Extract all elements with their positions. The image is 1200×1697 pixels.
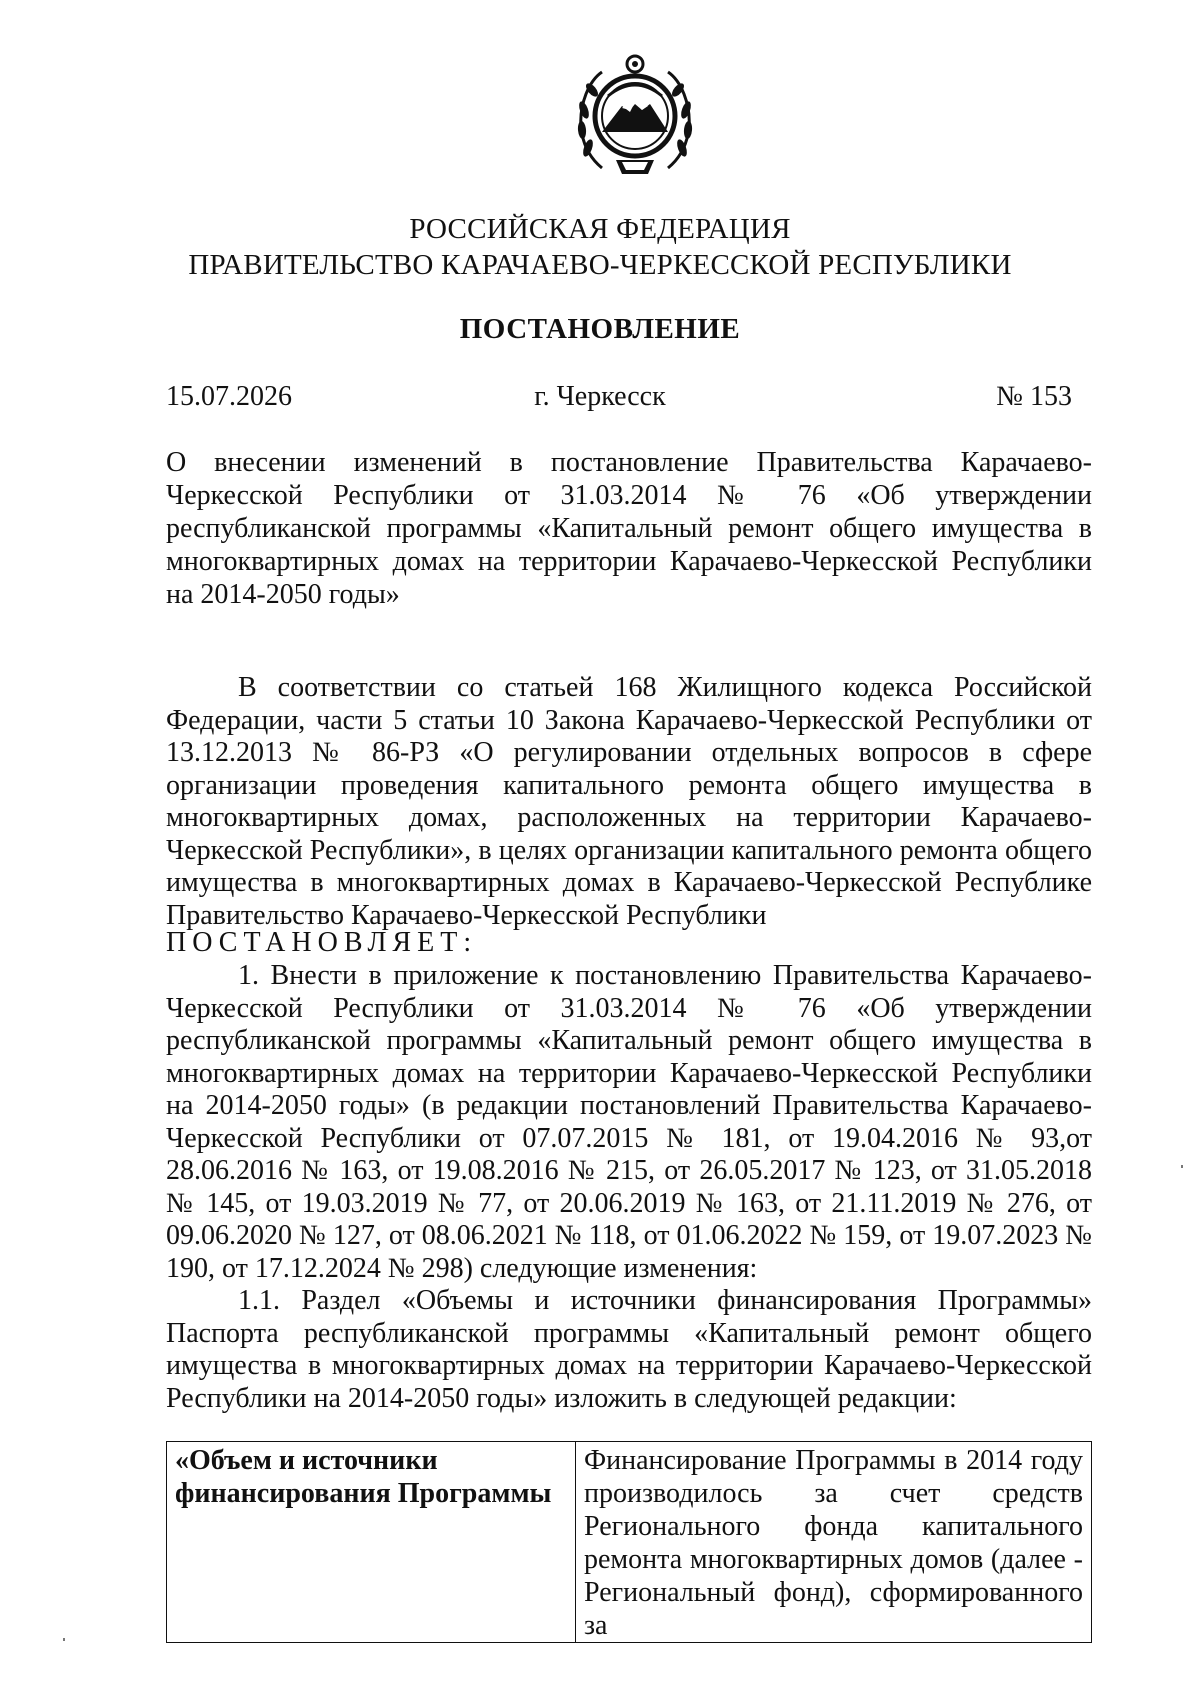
document-date: 15.07.2026 (166, 381, 292, 412)
preamble-paragraph: В соответствии со статьей 168 Жилищного кодекса Российской Федерации, части 5 статьи 10 Закона Карачаево-Черкесской Республики от 13.12.2013 № 86-РЗ «О регулировании отдельных вопросов в сфере организации проведения капитального ремонта общего имущества в многоквартирных домах, расположенных на территории Карачаево-Черкесской Республики», в целях организации капитального ремонта общего имущества в многоквартирных домах в Карачаево-Черкесской Республике Правительство Карачаево-Черкесской Республики (166, 672, 1092, 931)
table-cell-section-name: «Объем и источники финансирования Программы (167, 1442, 576, 1643)
table-row (167, 1442, 1092, 1643)
scan-artifact (1181, 1165, 1183, 1168)
document-number: № 153 (996, 381, 1072, 412)
country-header: РОССИЙСКАЯ ФЕДЕРАЦИЯ (409, 213, 791, 245)
decree-heading: ПОСТАНОВЛЯЕТ: (166, 927, 478, 958)
coat-of-arms-icon (572, 50, 698, 180)
government-header: ПРАВИТЕЛЬСТВО КАРАЧАЕВО-ЧЕРКЕССКОЙ РЕСПУБЛИКИ (188, 249, 1012, 281)
scan-artifact (63, 1638, 65, 1641)
document-type-title: ПОСТАНОВЛЕНИЕ (459, 313, 741, 345)
financing-table (166, 1441, 1092, 1643)
document-subject: О внесении изменений в постановление Правительства Карачаево-Черкесской Республики от 31.03.2014 № 76 «Об утверждении республиканской программы «Капитальный ремонт общего имущества в многоквартирных домах на территории Карачаево-Черкесской Республики на 2014-2050 годы» (166, 447, 1092, 610)
clause-1-paragraph: 1. Внести в приложение к постановлению Правительства Карачаево-Черкесской Республики от 31.03.2014 № 76 «Об утверждении республиканской программы «Капитальный ремонт общего имущества в многоквартирных домах на территории Карачаево-Черкесской Республики на 2014-2050 годы» (в редакции постановлений Правительства Карачаево-Черкесской Республики от 07.07.2015 № 181, от 19.04.2016 № 93,от 28.06.2016 № 163, от 19.08.2016 № 215, от 26.05.2017 № 123, от 31.05.2018 № 145, от 19.03.2019 № 77, от 20.06.2019 № 163, от 21.11.2019 № 276, от 09.06.2020 № 127, от 08.06.2021 № 118, от 01.06.2022 № 159, от 19.07.2023 № 190, от 17.12.2024 № 298) следующие изменения: (166, 960, 1092, 1284)
document-city: г. Черкесск (534, 381, 666, 412)
table-cell-section-text: Финансирование Программы в 2014 году производилось за счет средств Регионального фонда капитального ремонта многоквартирных домов (далее - Региональный фонд), сформированного за (576, 1442, 1092, 1643)
clause-1-1-paragraph: 1.1. Раздел «Объемы и источники финансирования Программы» Паспорта республиканской программы «Капитальный ремонт общего имущества в многоквартирных домах на территории Карачаево-Черкесской Республики на 2014-2050 годы» изложить в следующей редакции: (166, 1285, 1092, 1414)
